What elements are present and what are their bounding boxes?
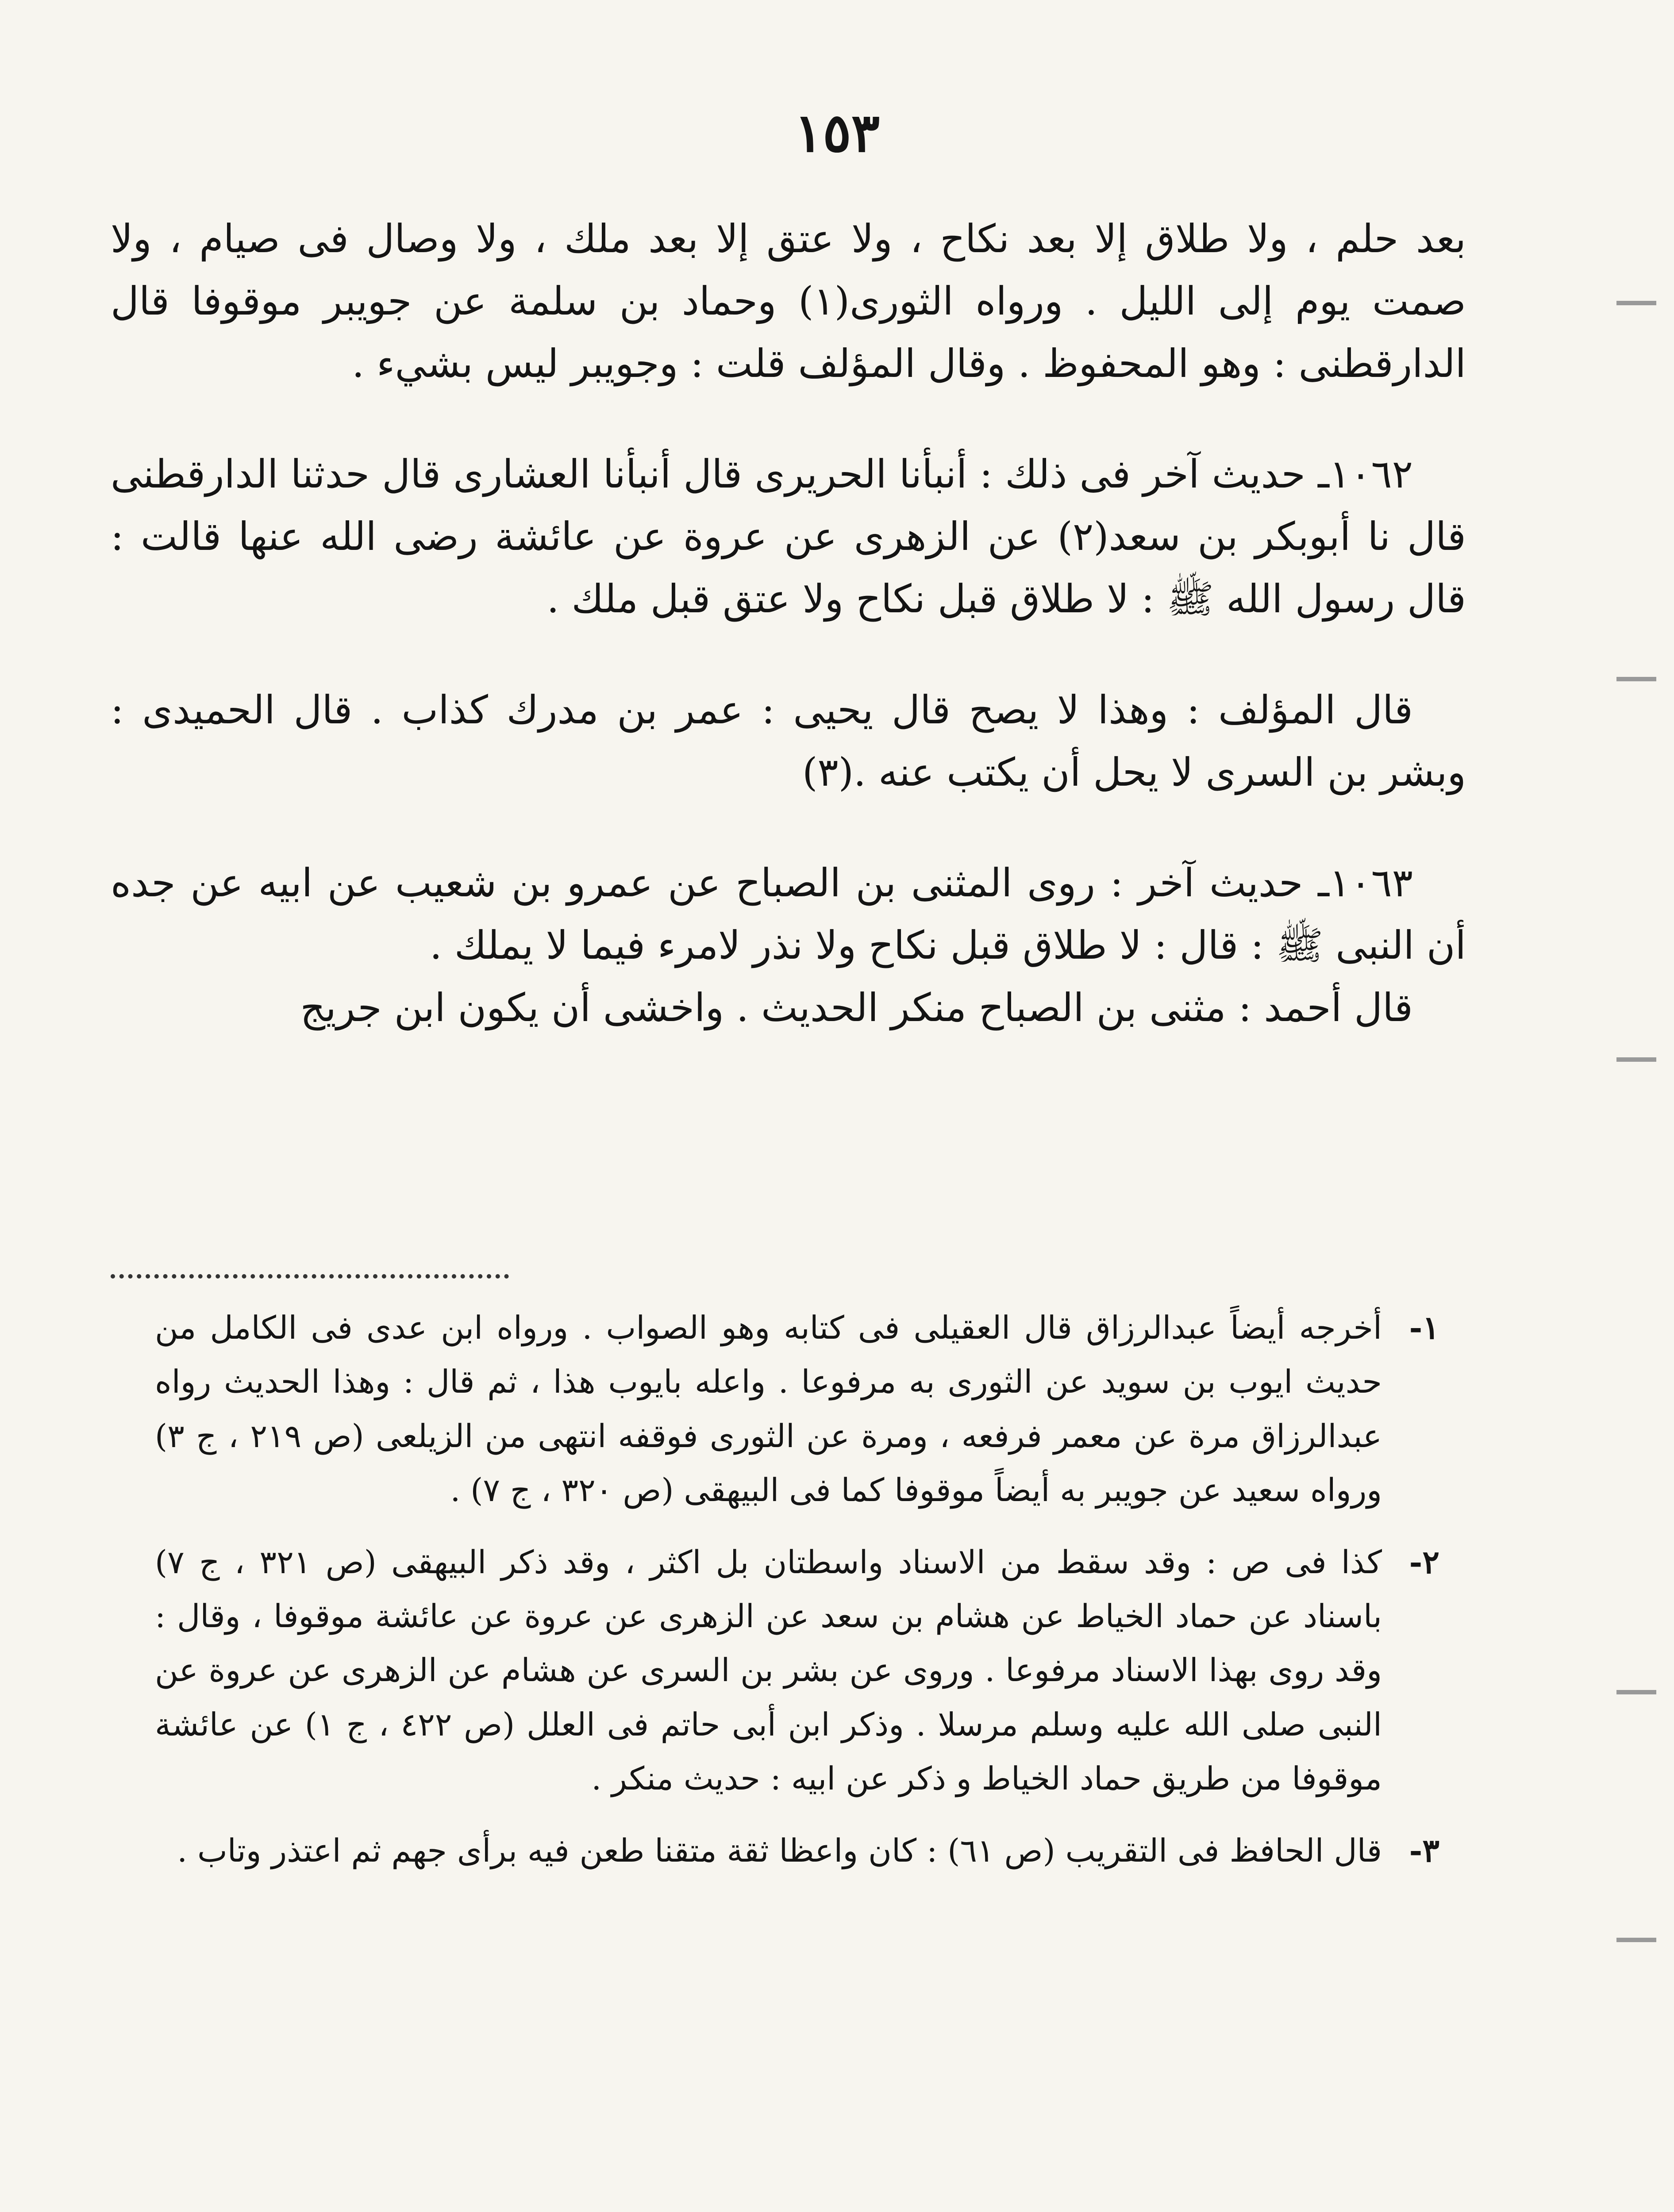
paragraph-author-comment: قال المؤلف : وهذا لا يصح قال يحيى : عمر بن مدرك كذاب . قال الحميدى : وبشر بن السرى لا يحل أن يكتب عنه .(٣) bbox=[111, 687, 1466, 795]
margin-mark bbox=[1616, 1938, 1656, 1942]
main-text bbox=[111, 208, 1466, 1039]
footnote-text: قال الحافظ فى التقريب (ص ٦١) : كان واعظا ثقة متقنا طعن فيه برأى جهم ثم اعتذر وتاب . bbox=[177, 1832, 1382, 1869]
footnote-marker: ٣- bbox=[1409, 1831, 1439, 1869]
footnote-3 bbox=[155, 1824, 1439, 1878]
margin-mark bbox=[1616, 1690, 1656, 1694]
footnote-1 bbox=[155, 1301, 1439, 1517]
footnote-text: كذا فى ص : وقد سقط من الاسناد واسطتان بل اكثر ، وقد ذكر البيهقى (ص ٣٢١ ، ج ٧) باسناد عن حماد الخياط عن هشام بن سعد عن الزهرى عن عروة عن عائشة موقوفا ، وقال : وقد روى بهذا الاسناد مرفوعا . وروى عن بشر بن السرى عن هشام عن الزهرى عن عروة عن النبى صلى الله عليه وسلم مرسلا . وذكر ابن أبى حاتم فى العلل (ص ٤٢٢ ، ج ١) عن عائشة موقوفا من طريق حماد الخياط و ذكر عن ابيه : حديث منكر . bbox=[155, 1543, 1382, 1797]
footnote-separator bbox=[111, 1274, 509, 1279]
footnote-marker: ٢- bbox=[1409, 1543, 1439, 1581]
paragraph-hadith-1063: ١٠٦٣ـ حديث آخر : روى المثنى بن الصباح عن عمرو بن شعيب عن ابيه عن جده أن النبى ﷺ : قال : لا طلاق قبل نكاح ولا نذر لامرء فيما لا يملك . bbox=[111, 860, 1466, 968]
paragraph-ahmad-comment: قال أحمد : مثنى بن الصباح منكر الحديث . واخشى أن يكون ابن جريج bbox=[300, 984, 1413, 1030]
margin-mark bbox=[1616, 1057, 1656, 1062]
margin-mark bbox=[1616, 677, 1656, 681]
footnote-2 bbox=[155, 1535, 1439, 1806]
footnote-marker: ١- bbox=[1409, 1309, 1439, 1346]
margin-mark bbox=[1616, 301, 1656, 305]
footnotes bbox=[155, 1301, 1439, 1895]
footnote-text: أخرجه أيضاً عبدالرزاق قال العقيلى فى كتابه وهو الصواب . ورواه ابن عدى فى الكامل من حديث ايوب بن سويد عن الثورى به مرفوعا . واعله بايوب هذا ، ثم قال : وهذا الحديث رواه عبدالرزاق مرة عن معمر فرفعه ، ومرة عن الثورى فوقفه انتهى من الزيلعى (ص ٢١٩ ، ج ٣) ورواه سعيد عن جويبر به أيضاً موقوفا كما فى البيهقى (ص ٣٢٠ ، ج ٧) . bbox=[155, 1309, 1382, 1509]
page-number: ١٥٣ bbox=[794, 102, 880, 164]
paragraph-continuation: بعد حلم ، ولا طلاق إلا بعد نكاح ، ولا عتق إلا بعد ملك ، ولا وصال فى صيام ، ولا صمت يوم إلى الليل . ورواه الثورى(١) وحماد بن سلمة عن جويبر موقوفا قال الدارقطنى : وهو المحفوظ . وقال المؤلف قلت : وجويبر ليس بشيء . bbox=[111, 216, 1466, 386]
paragraph-hadith-1062: ١٠٦٢ـ حديث آخر فى ذلك : أنبأنا الحريرى قال أنبأنا العشارى قال حدثنا الدارقطنى قال نا أبوبكر بن سعد(٢) عن الزهرى عن عروة عن عائشة رضى الله عنها قالت : قال رسول الله ﷺ : لا طلاق قبل نكاح ولا عتق قبل ملك . bbox=[111, 451, 1466, 622]
